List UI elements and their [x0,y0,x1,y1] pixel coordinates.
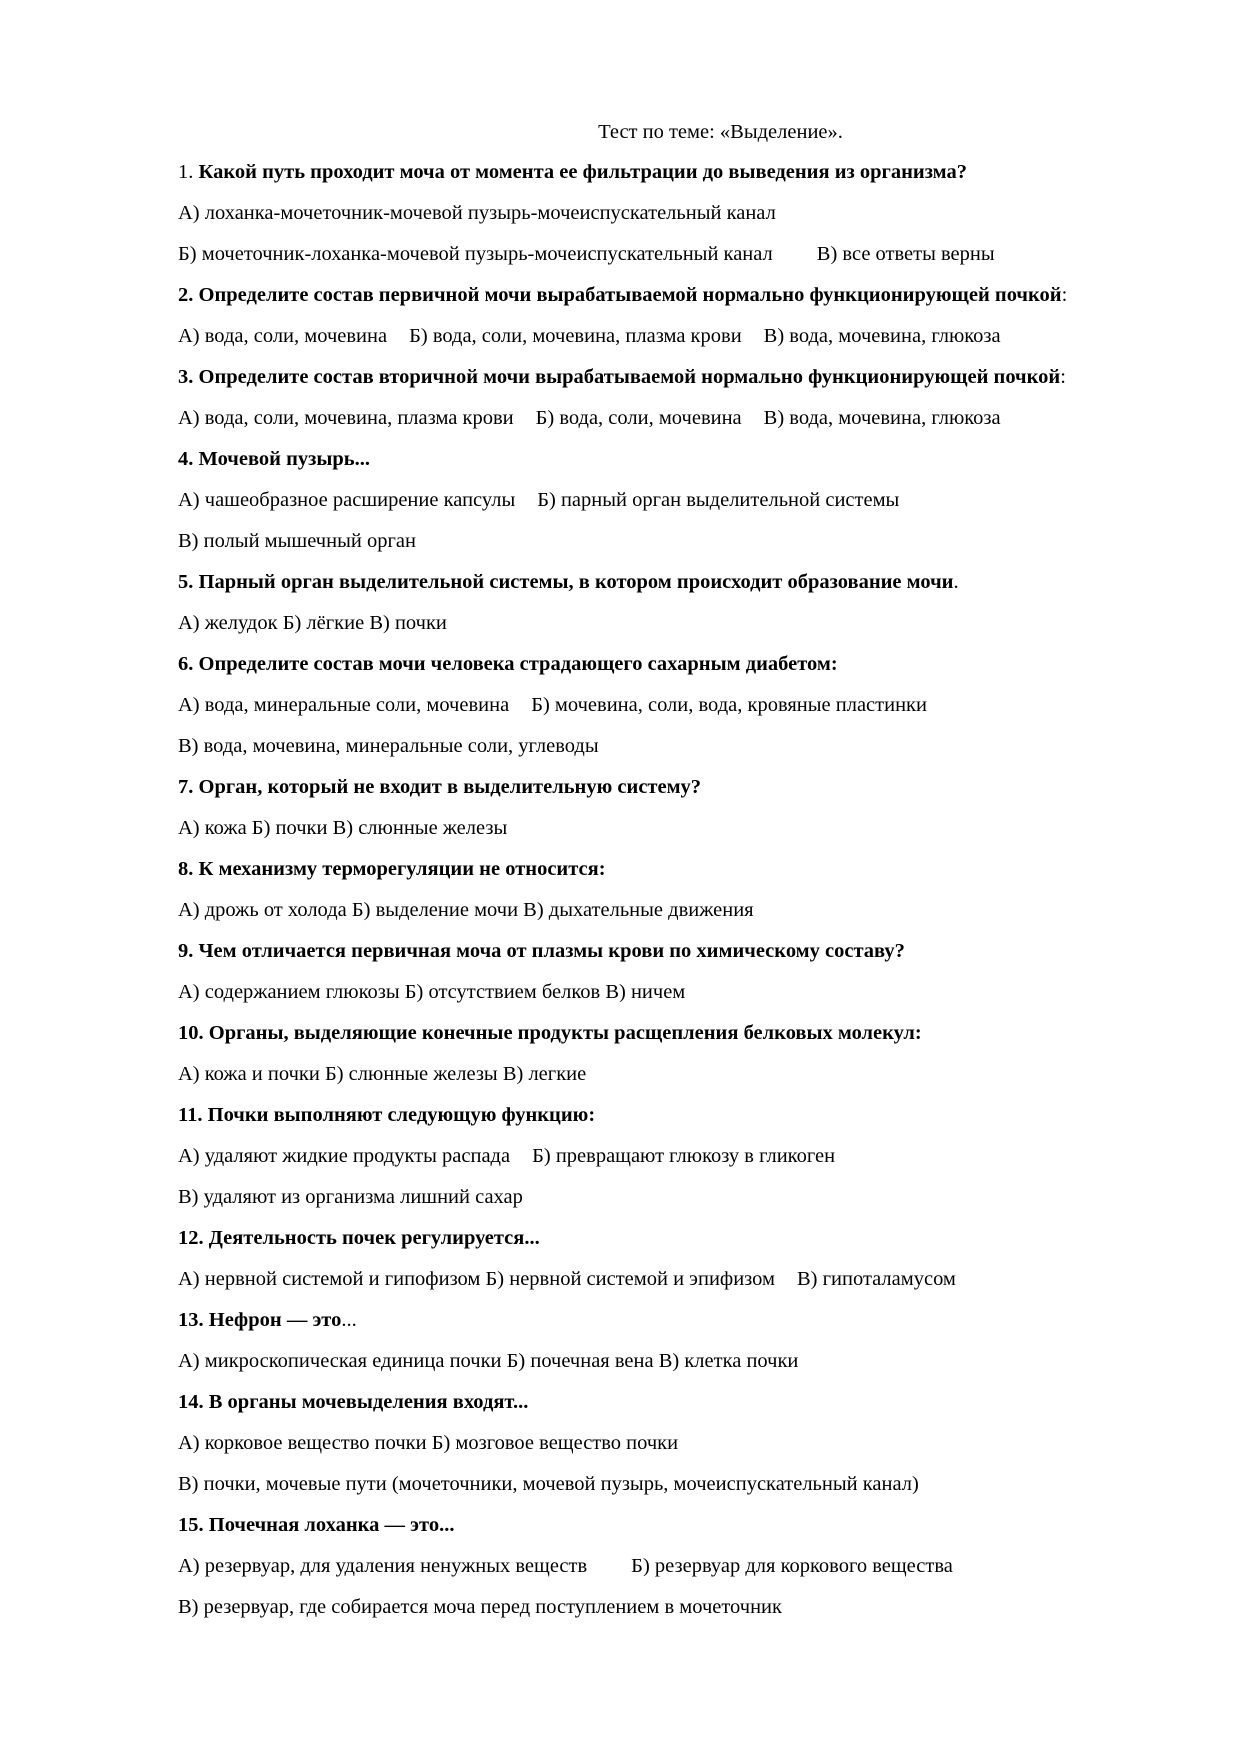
answer-options-line [178,405,1188,446]
answer-option: А) желудок Б) лёгкие В) почки [178,612,447,634]
answer-options-line [178,692,1188,733]
answer-option: В) вода, мочевина, глюкоза [763,407,1001,429]
answer-options-line [178,1061,1188,1102]
answer-options-line [178,1348,1188,1389]
answer-options-line [178,1184,1188,1225]
question-text [178,1020,1188,1061]
question-list [178,159,1188,1635]
answer-options-line [178,1594,1188,1635]
question-label: 14. В органы мочевыделения входят... [178,1391,529,1413]
answer-option: В) вода, мочевина, минеральные соли, углеводы [178,735,599,757]
question-text [178,1102,1188,1143]
answer-option: В) удаляют из организма лишний сахар [178,1186,523,1208]
answer-option: В) резервуар, где собирается моча перед поступлением в мочеточник [178,1596,782,1618]
answer-option: В) почки, мочевые пути (мочеточники, мочевой пузырь, мочеиспускательный канал) [178,1473,919,1495]
answer-option: А) содержанием глюкозы Б) отсутствием белков В) ничем [178,981,686,1003]
question-label: Какой путь проходит моча от момента ее фильтрации до выведения из организма? [198,161,967,183]
answer-option: А) вода, минеральные соли, мочевина [178,694,510,716]
answer-options-line [178,610,1188,651]
question-text [178,1389,1188,1430]
question-suffix: ... [341,1309,357,1331]
question-label: 9. Чем отличается первичная моча от плазмы крови по химическому составу? [178,940,905,962]
question-text [178,446,1188,487]
question-label: 11. Почки выполняют следующую функцию: [178,1104,596,1126]
answer-options-line [178,323,1188,364]
question-suffix: : [1061,284,1068,306]
answer-option: В) вода, мочевина, глюкоза [763,325,1001,347]
answer-option: А) микроскопическая единица почки Б) почечная вена В) клетка почки [178,1350,799,1372]
answer-option: А) удаляют жидкие продукты распада [178,1145,511,1167]
question-suffix: : [1060,366,1066,388]
question-text [178,1225,1188,1266]
answer-options-line [178,487,1188,528]
question-label: 7. Орган, который не входит в выделительную систему? [178,776,702,798]
question-text [178,938,1188,979]
question-label: 4. Мочевой пузырь... [178,448,370,470]
answer-options-line [178,528,1188,569]
question-label: 12. Деятельность почек регулируется... [178,1227,540,1249]
answer-options-line [178,1266,1188,1307]
answer-option: А) вода, соли, мочевина [178,325,388,347]
answer-option: А) вода, соли, мочевина, плазма крови [178,407,514,429]
answer-option: А) нервной системой и гипофизом Б) нервной системой и эпифизом [178,1268,775,1290]
question-label: 15. Почечная лоханка — это... [178,1514,455,1536]
question-suffix: . [953,571,959,593]
answer-option: Б) резервуар для коркового вещества [631,1555,953,1577]
answer-option: В) гипоталамусом [796,1268,956,1290]
answer-options-line [178,979,1188,1020]
question-text [178,1307,1188,1348]
question-label: 2. Определите состав первичной мочи вырабатываемой нормально функционирующей почкой [178,284,1062,306]
answer-option: А) чашеобразное расширение капсулы [178,489,516,511]
question-number: 1. [178,161,199,183]
question-label: 10. Органы, выделяющие конечные продукты расщепления белковых молекул: [178,1022,922,1044]
question-text [178,159,1188,200]
answer-options-line [178,241,1188,282]
answer-option: Б) превращают глюкозу в гликоген [532,1145,836,1167]
question-label: 13. Нефрон — это [178,1309,342,1331]
question-text [178,651,1188,692]
answer-options-line [178,733,1188,774]
answer-option: А) кожа и почки Б) слюнные железы В) легкие [178,1063,587,1085]
question-text [178,282,1188,323]
answer-options-line [178,1143,1188,1184]
answer-option: А) корковое вещество почки Б) мозговое вещество почки [178,1432,679,1454]
answer-options-line [178,1471,1188,1512]
question-text [178,364,1188,405]
answer-option: Б) вода, соли, мочевина, плазма крови [409,325,742,347]
answer-option: В) полый мышечный орган [178,530,416,552]
answer-options-line [178,1430,1188,1471]
answer-options-line [178,815,1188,856]
question-text [178,1512,1188,1553]
question-label: 3. Определите состав вторичной мочи вырабатываемой нормально функционирующей почкой [178,366,1061,388]
answer-options-line [178,1553,1188,1594]
answer-option: А) дрожь от холода Б) выделение мочи В) дыхательные движения [178,899,754,921]
question-text [178,856,1188,897]
answer-option: В) все ответы верны [816,243,995,265]
question-text [178,569,1188,610]
answer-option: А) резервуар, для удаления ненужных веществ [178,1555,588,1577]
answer-option: Б) мочевина, соли, вода, кровяные пластинки [531,694,927,716]
document-title: Тест по теме: «Выделение». [598,121,843,143]
answer-options-line [178,897,1188,938]
answer-options-line [178,200,1188,241]
question-text [178,774,1188,815]
answer-option: А) лоханка-мочеточник-мочевой пузырь-мочеиспускательный канал [178,202,776,224]
answer-option: Б) вода, соли, мочевина [535,407,742,429]
answer-option: А) кожа Б) почки В) слюнные железы [178,817,508,839]
question-label: 6. Определите состав мочи человека страдающего сахарным диабетом: [178,653,838,675]
question-label: 5. Парный орган выделительной системы, в котором происходит образование мочи [178,571,954,593]
question-label: 8. К механизму терморегуляции не относится: [178,858,606,880]
answer-option: Б) парный орган выделительной системы [537,489,900,511]
answer-option: Б) мочеточник-лоханка-мочевой пузырь-мочеиспускательный канал [178,243,773,265]
